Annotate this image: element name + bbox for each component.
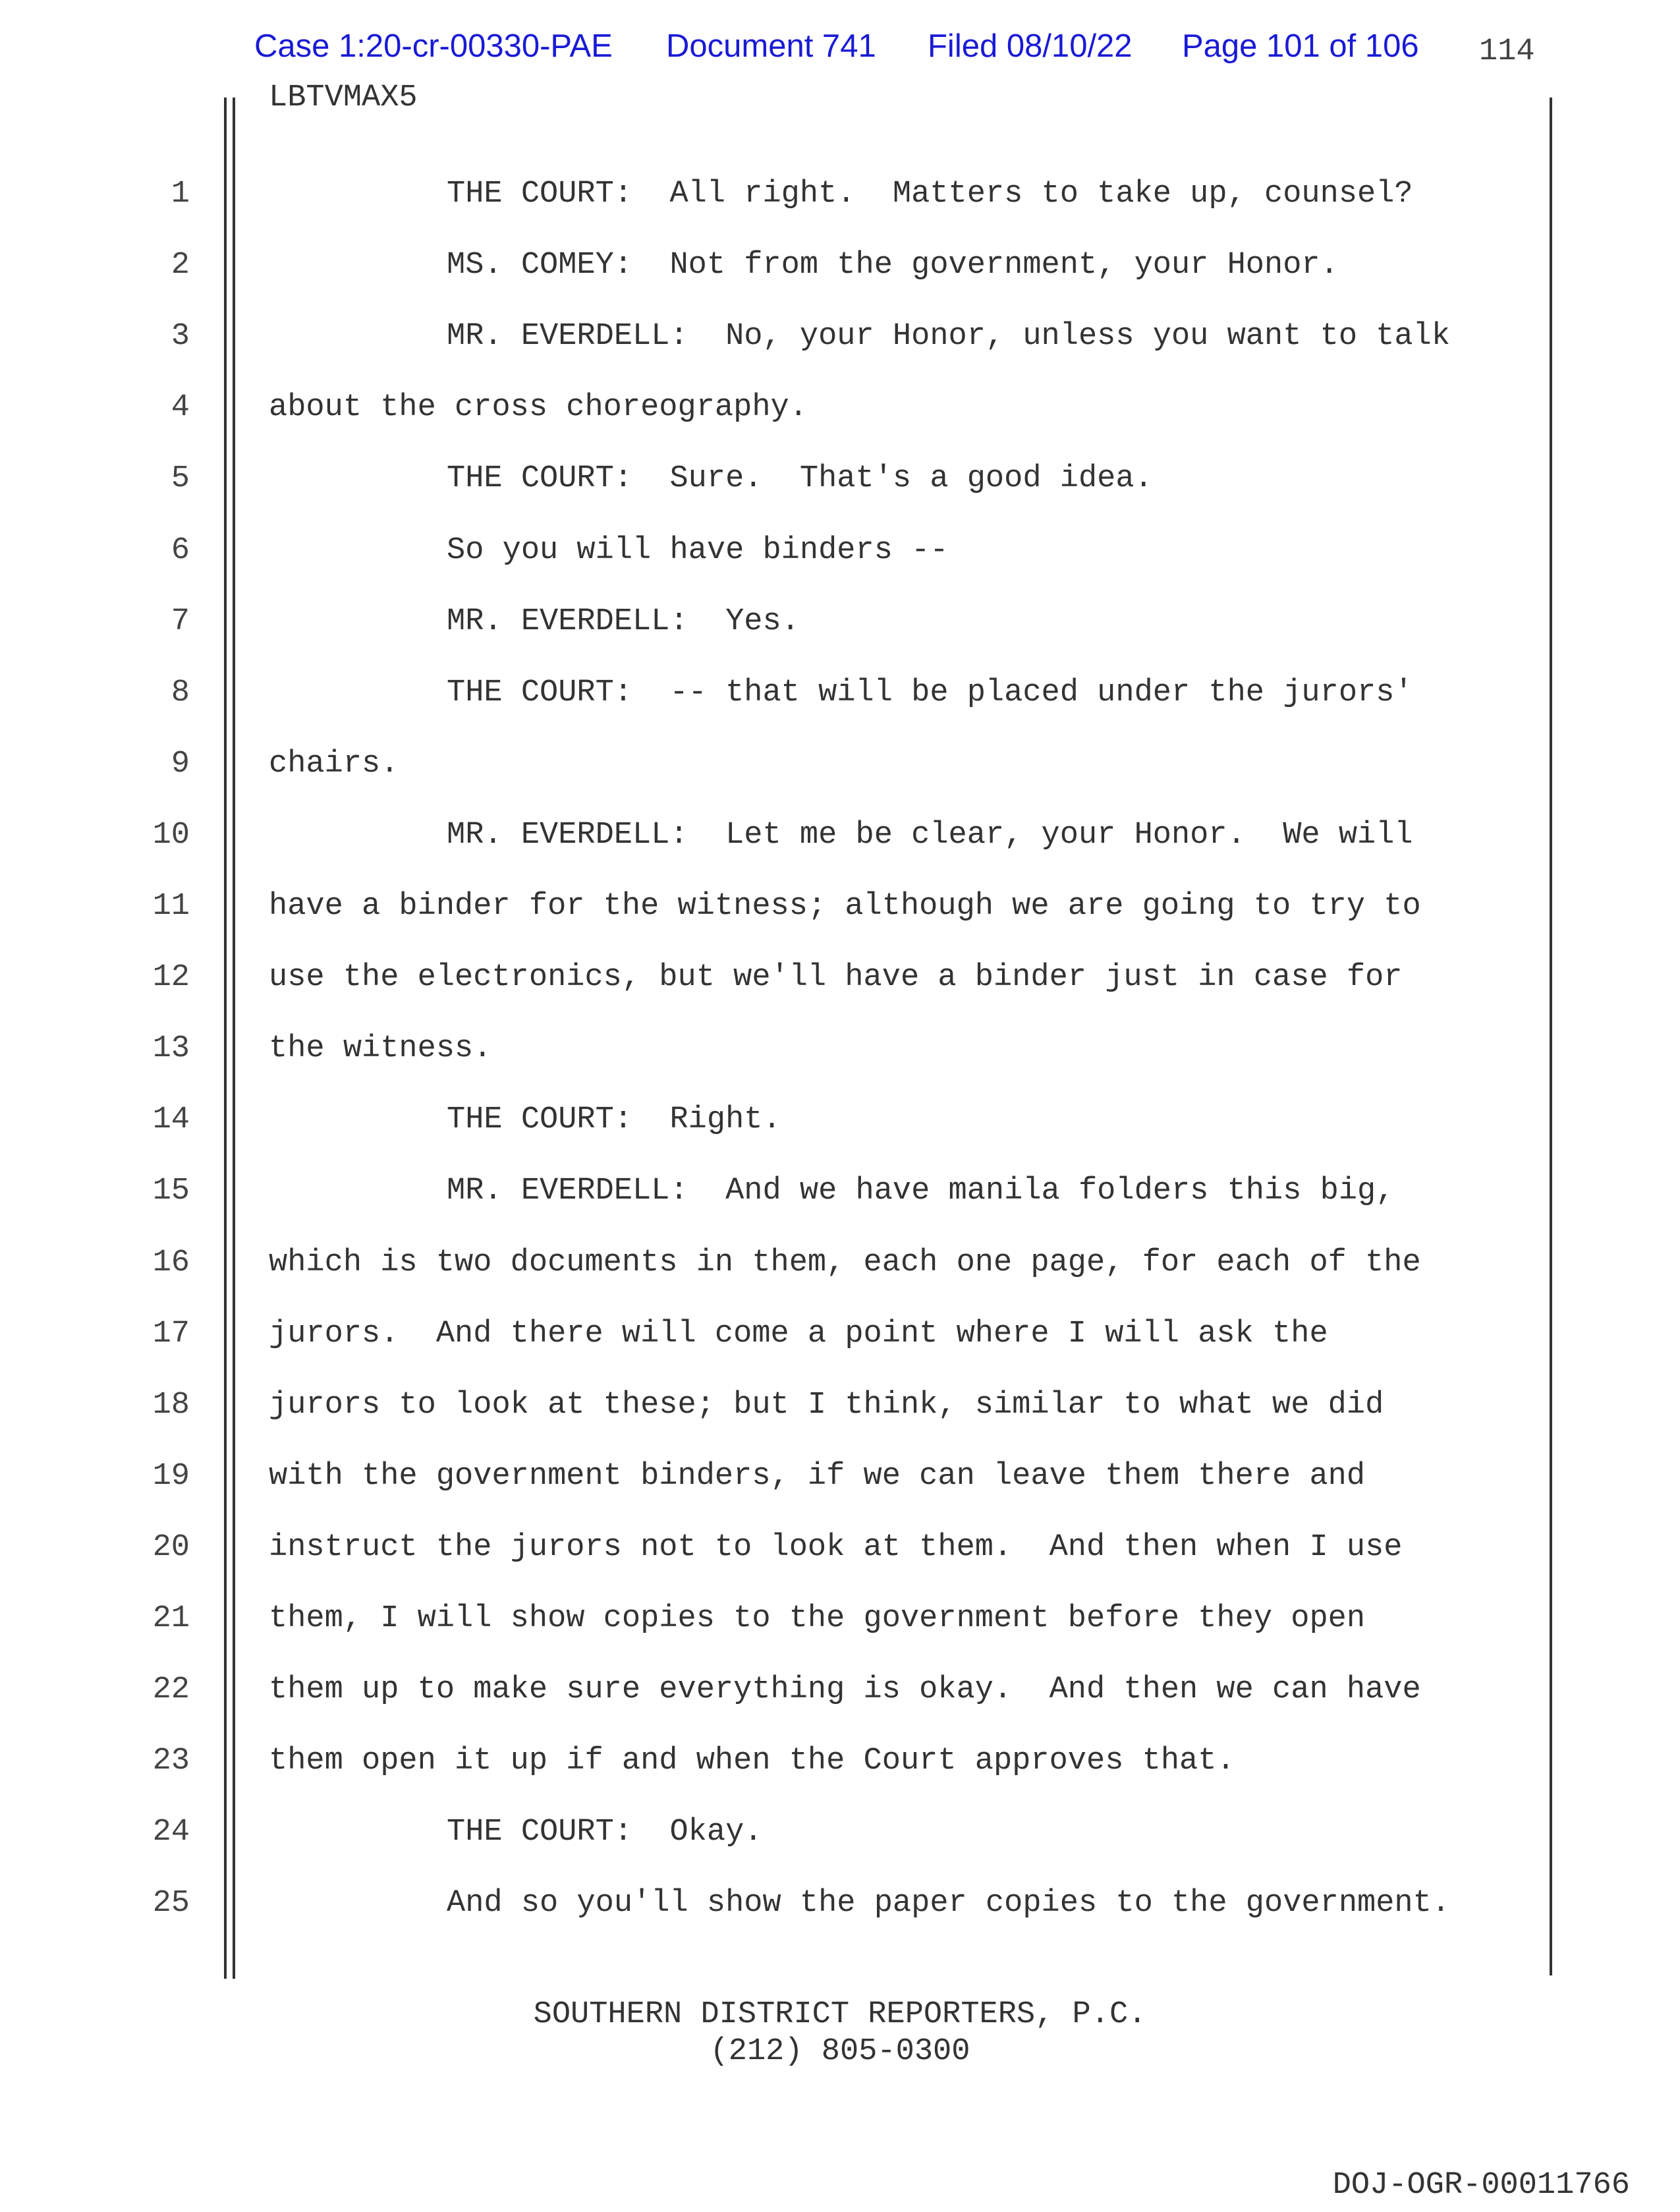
transcript-line	[0, 1815, 1680, 1867]
line-text: have a binder for the witness; although we are going to try to	[269, 889, 1421, 924]
transcript-line	[0, 177, 1680, 229]
line-text: jurors to look at these; but I think, similar to what we did	[269, 1388, 1384, 1423]
line-number: 2	[171, 248, 190, 283]
transcript-line	[0, 1459, 1680, 1512]
line-number: 10	[152, 818, 190, 853]
line-text: MR. EVERDELL: No, your Honor, unless you want to talk	[447, 319, 1451, 354]
reporter-footer	[0, 1997, 1680, 2070]
line-number: 12	[152, 960, 190, 995]
transcript-line	[0, 1102, 1680, 1155]
bates-number: DOJ-OGR-00011766	[1332, 2168, 1630, 2203]
line-number: 19	[152, 1459, 190, 1494]
line-number: 22	[152, 1672, 190, 1707]
transcript-line	[0, 1601, 1680, 1654]
line-number: 5	[171, 461, 190, 496]
transcript-line	[0, 1245, 1680, 1298]
transcript-line	[0, 1530, 1680, 1583]
transcript-line	[0, 1672, 1680, 1725]
filing-page: Page 101 of 106	[1182, 28, 1419, 64]
line-number: 7	[171, 604, 190, 639]
case-number: Case 1:20-cr-00330-PAE	[254, 28, 613, 64]
line-text: the witness.	[269, 1031, 492, 1066]
line-number: 13	[152, 1031, 190, 1066]
line-text: with the government binders, if we can leave them there and	[269, 1459, 1366, 1494]
transcript-line	[0, 747, 1680, 799]
transcript-line	[0, 1388, 1680, 1440]
line-number: 17	[152, 1317, 190, 1351]
line-number: 8	[171, 675, 190, 710]
line-number: 24	[152, 1815, 190, 1850]
transcript-line	[0, 960, 1680, 1013]
transcript-line	[0, 1031, 1680, 1084]
transcript-line	[0, 889, 1680, 942]
line-text: instruct the jurors not to look at them. And then when I use	[269, 1530, 1403, 1565]
transcript-line	[0, 533, 1680, 586]
transcript-line	[0, 1174, 1680, 1226]
reporter-name: SOUTHERN DISTRICT REPORTERS, P.C.	[533, 1997, 1147, 2032]
line-number: 4	[171, 390, 190, 425]
line-number: 16	[152, 1245, 190, 1280]
transcript-line	[0, 1744, 1680, 1796]
line-text: use the electronics, but we'll have a binder just in case for	[269, 960, 1403, 995]
line-text: MR. EVERDELL: And we have manila folders this big,	[447, 1174, 1395, 1208]
line-text: chairs.	[269, 747, 399, 781]
line-number: 11	[152, 889, 190, 924]
transcript-code: LBTVMAX5	[269, 80, 418, 115]
line-text: MR. EVERDELL: Let me be clear, your Honor. We will	[447, 818, 1413, 853]
line-number: 21	[152, 1601, 190, 1636]
transcript-line	[0, 390, 1680, 443]
document-number: Document 741	[666, 28, 876, 64]
line-number: 3	[171, 319, 190, 354]
filed-date: Filed 08/10/22	[928, 28, 1133, 64]
line-text: THE COURT: All right. Matters to take up, counsel?	[447, 177, 1413, 212]
line-number: 1	[171, 177, 190, 212]
line-number: 18	[152, 1388, 190, 1423]
transcript-line	[0, 319, 1680, 372]
line-text: jurors. And there will come a point where I will ask the	[269, 1317, 1328, 1351]
line-number: 14	[152, 1102, 190, 1137]
transcript-line	[0, 604, 1680, 657]
line-text: them up to make sure everything is okay. And then we can have	[269, 1672, 1421, 1707]
line-text: which is two documents in them, each one page, for each of the	[269, 1245, 1421, 1280]
transcript-line	[0, 1317, 1680, 1369]
line-text: THE COURT: -- that will be placed under the jurors'	[447, 675, 1413, 710]
transcript-line	[0, 1886, 1680, 1939]
line-text: THE COURT: Sure. That's a good idea.	[447, 461, 1153, 496]
page-number: 114	[1479, 34, 1535, 69]
transcript-line	[0, 461, 1680, 514]
line-text: about the cross choreography.	[269, 390, 808, 425]
transcript-line	[0, 675, 1680, 728]
line-number: 9	[171, 747, 190, 781]
line-text: MS. COMEY: Not from the government, your Honor.	[447, 248, 1339, 283]
line-number: 20	[152, 1530, 190, 1565]
line-text: MR. EVERDELL: Yes.	[447, 604, 800, 639]
line-text: THE COURT: Right.	[447, 1102, 781, 1137]
line-text: them, I will show copies to the government before they open	[269, 1601, 1366, 1636]
line-text: them open it up if and when the Court approves that.	[269, 1744, 1235, 1778]
line-number: 23	[152, 1744, 190, 1778]
transcript-line	[0, 818, 1680, 870]
line-text: And so you'll show the paper copies to the government.	[447, 1886, 1451, 1921]
line-text: So you will have binders --	[447, 533, 949, 568]
reporter-phone: (212) 805-0300	[710, 2034, 970, 2069]
transcript-line	[0, 248, 1680, 300]
line-number: 15	[152, 1174, 190, 1208]
line-text: THE COURT: Okay.	[447, 1815, 763, 1850]
line-number: 25	[152, 1886, 190, 1921]
line-number: 6	[171, 533, 190, 568]
